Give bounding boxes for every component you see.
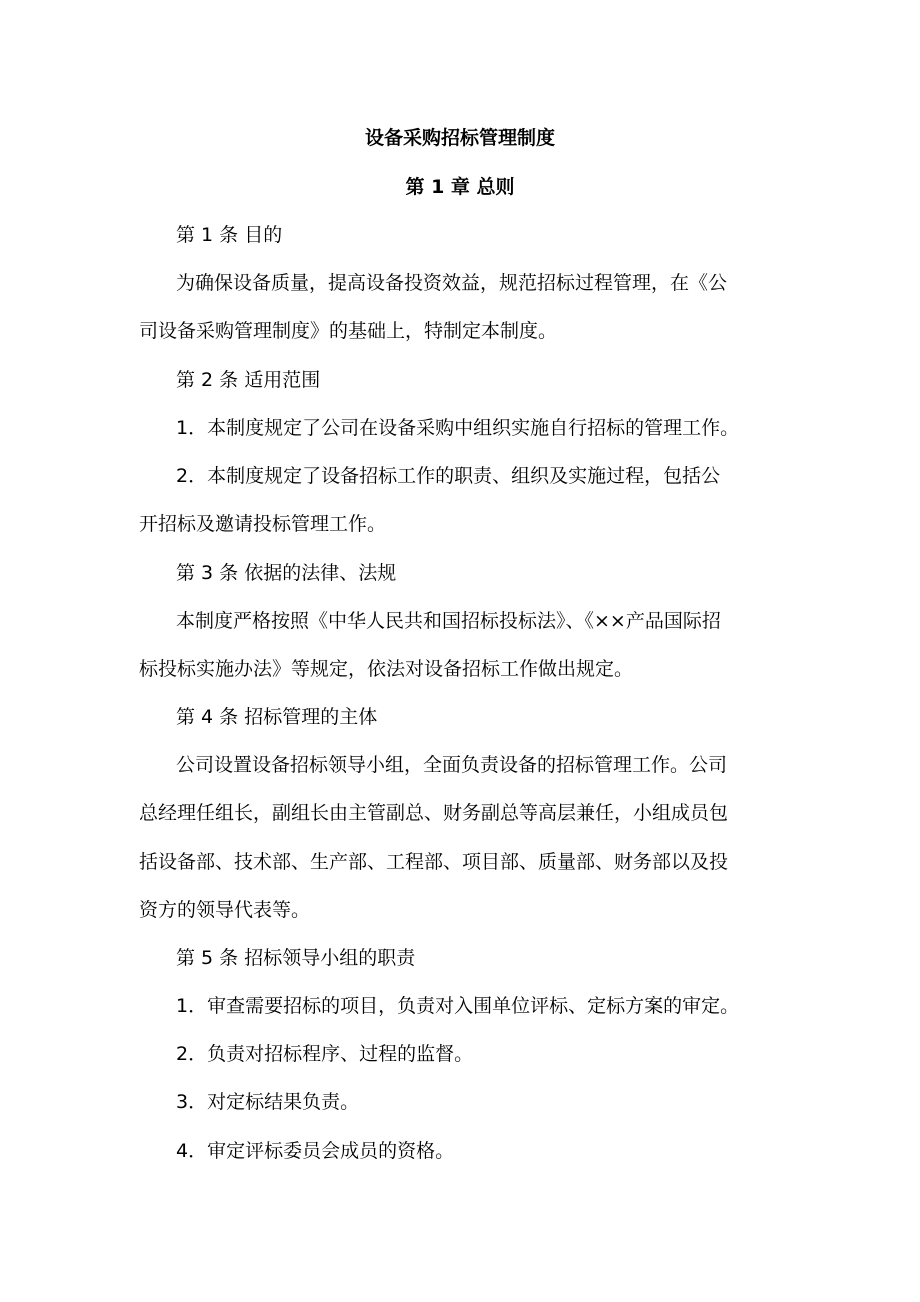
article-heading: 第 4 条 招标管理的主体 bbox=[176, 706, 378, 728]
paragraph-line: 2．本制度规定了设备招标工作的职责、组织及实施过程，包括公 bbox=[176, 465, 721, 487]
chapter-heading: 第 1 章 总则 bbox=[405, 176, 515, 198]
paragraph-line: 4．审定评标委员会成员的资格。 bbox=[176, 1140, 455, 1162]
paragraph-line: 公司设置设备招标领导小组，全面负责设备的招标管理工作。公司 bbox=[176, 754, 728, 776]
paragraph-line: 2．负责对招标程序、过程的监督。 bbox=[176, 1043, 474, 1065]
paragraph-line: 1．本制度规定了公司在设备采购中组织实施自行招标的管理工作。 bbox=[176, 417, 740, 439]
paragraph-line: 1．审查需要招标的项目，负责对入围单位评标、定标方案的审定。 bbox=[176, 995, 740, 1017]
paragraph-line: 开招标及邀请投标管理工作。 bbox=[139, 513, 387, 535]
article-heading: 第 3 条 依据的法律、法规 bbox=[176, 562, 397, 584]
paragraph-line: 括设备部、技术部、生产部、工程部、项目部、质量部、财务部以及投 bbox=[139, 851, 729, 873]
document-title: 设备采购招标管理制度 bbox=[364, 127, 555, 149]
paragraph-line: 3．对定标结果负责。 bbox=[176, 1091, 360, 1113]
paragraph-line: 标投标实施办法》等规定，依法对设备招标工作做出规定。 bbox=[139, 658, 634, 680]
article-heading: 第 5 条 招标领导小组的职责 bbox=[176, 947, 416, 969]
article-heading: 第 1 条 目的 bbox=[176, 224, 283, 246]
paragraph-line: 司设备采购管理制度》的基础上，特制定本制度。 bbox=[139, 320, 558, 342]
article-heading: 第 2 条 适用范围 bbox=[176, 369, 321, 391]
paragraph-line: 资方的领导代表等。 bbox=[139, 899, 311, 921]
paragraph-line: 本制度严格按照《中华人民共和国招标投标法》、《××产品国际招 bbox=[176, 610, 721, 632]
paragraph-line: 总经理任组长，副组长由主管副总、财务副总等高层兼任，小组成员包 bbox=[139, 802, 729, 824]
paragraph-line: 为确保设备质量，提高设备投资效益，规范招标过程管理，在《公 bbox=[176, 272, 728, 294]
